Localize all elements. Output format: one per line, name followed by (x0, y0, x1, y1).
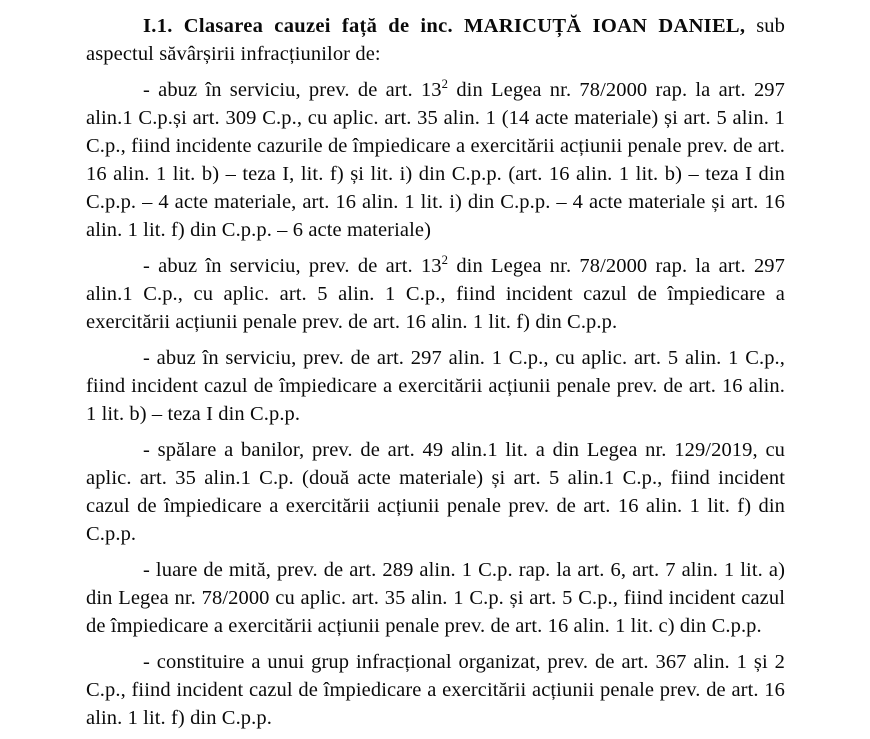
item-text: - spălare a banilor, prev. de art. 49 alin.1 lit. a din Legea nr. 129/2019, cu aplic. art. 35 alin.1 C.p. (două acte materiale) și art. 5 alin.1 C.p., fiind incident cazul de împiedicare a exercitării acțiunii penale prev. de art. 16 alin. 1 lit. f) din C.p.p. (86, 439, 785, 545)
item-text: - constituire a unui grup infracțional organizat, prev. de art. 367 alin. 1 și 2 C.p., fiind incident cazul de împiedicare a exercitării acțiunii penale prev. de art. 16 alin. 1 lit. f) din C.p.p. (86, 651, 785, 729)
item-text: - luare de mită, prev. de art. 289 alin. 1 C.p. rap. la art. 6, art. 7 alin. 1 lit. a) din Legea nr. 78/2000 cu aplic. art. 35 alin. 1 C.p. și art. 5 C.p., fiind incident cazul de împiedicare a exercitării acțiunii penale prev. de art. 16 alin. 1 lit. c) din C.p.p. (86, 559, 785, 637)
section-heading-clasare (86, 12, 785, 68)
superscript-index: 2 (441, 77, 449, 92)
offense-item-grup-infractional (86, 648, 785, 732)
item-text-post: din Legea nr. 78/2000 rap. la art. 297 alin.1 C.p., cu aplic. art. 5 alin. 1 C.p., fiind incident cazul de împiedicare a exercitării acțiunii penale prev. de art. 16 alin. 1 lit. f) din C.p.p. (86, 255, 785, 333)
offense-item-abuz-serviciu-1 (86, 76, 785, 244)
item-text-post: din Legea nr. 78/2000 rap. la art. 297 alin.1 C.p.și art. 309 C.p., cu aplic. art. 35 alin. 1 (14 acte materiale) și art. 5 alin. 1 C.p., fiind incidente cazurile de împiedicare a exercitării acțiunii penale prev. de art. 16 alin. 1 lit. b) – teza I, lit. f) și lit. i) din C.p.p. (art. 16 alin. 1 lit. b) – teza I din C.p.p. – 4 acte materiale, art. 16 alin. 1 lit. i) din C.p.p. – 4 acte materiale și art. 16 alin. 1 lit. f) din C.p.p. – 6 acte materiale) (86, 79, 785, 241)
offense-item-luare-mita (86, 556, 785, 640)
item-text: - abuz în serviciu, prev. de art. 297 alin. 1 C.p., cu aplic. art. 5 alin. 1 C.p., fiind incident cazul de împiedicare a exercitării acțiunii penale prev. de art. 16 alin. 1 lit. b) – teza I din C.p.p. (86, 347, 785, 425)
heading-regular-text: sub aspectul săvârșirii infracțiunilor de: (86, 15, 785, 65)
superscript-index: 2 (441, 253, 449, 268)
item-text-pre: - abuz în serviciu, prev. de art. 13 (143, 79, 442, 101)
heading-bold-text: I.1. Clasarea cauzei față de inc. MARICUȚĂ IOAN DANIEL, (143, 15, 746, 37)
offense-item-spalare-bani (86, 436, 785, 548)
item-text-pre: - abuz în serviciu, prev. de art. 13 (143, 255, 442, 277)
offense-item-abuz-serviciu-3 (86, 344, 785, 428)
offense-item-abuz-serviciu-2 (86, 252, 785, 336)
